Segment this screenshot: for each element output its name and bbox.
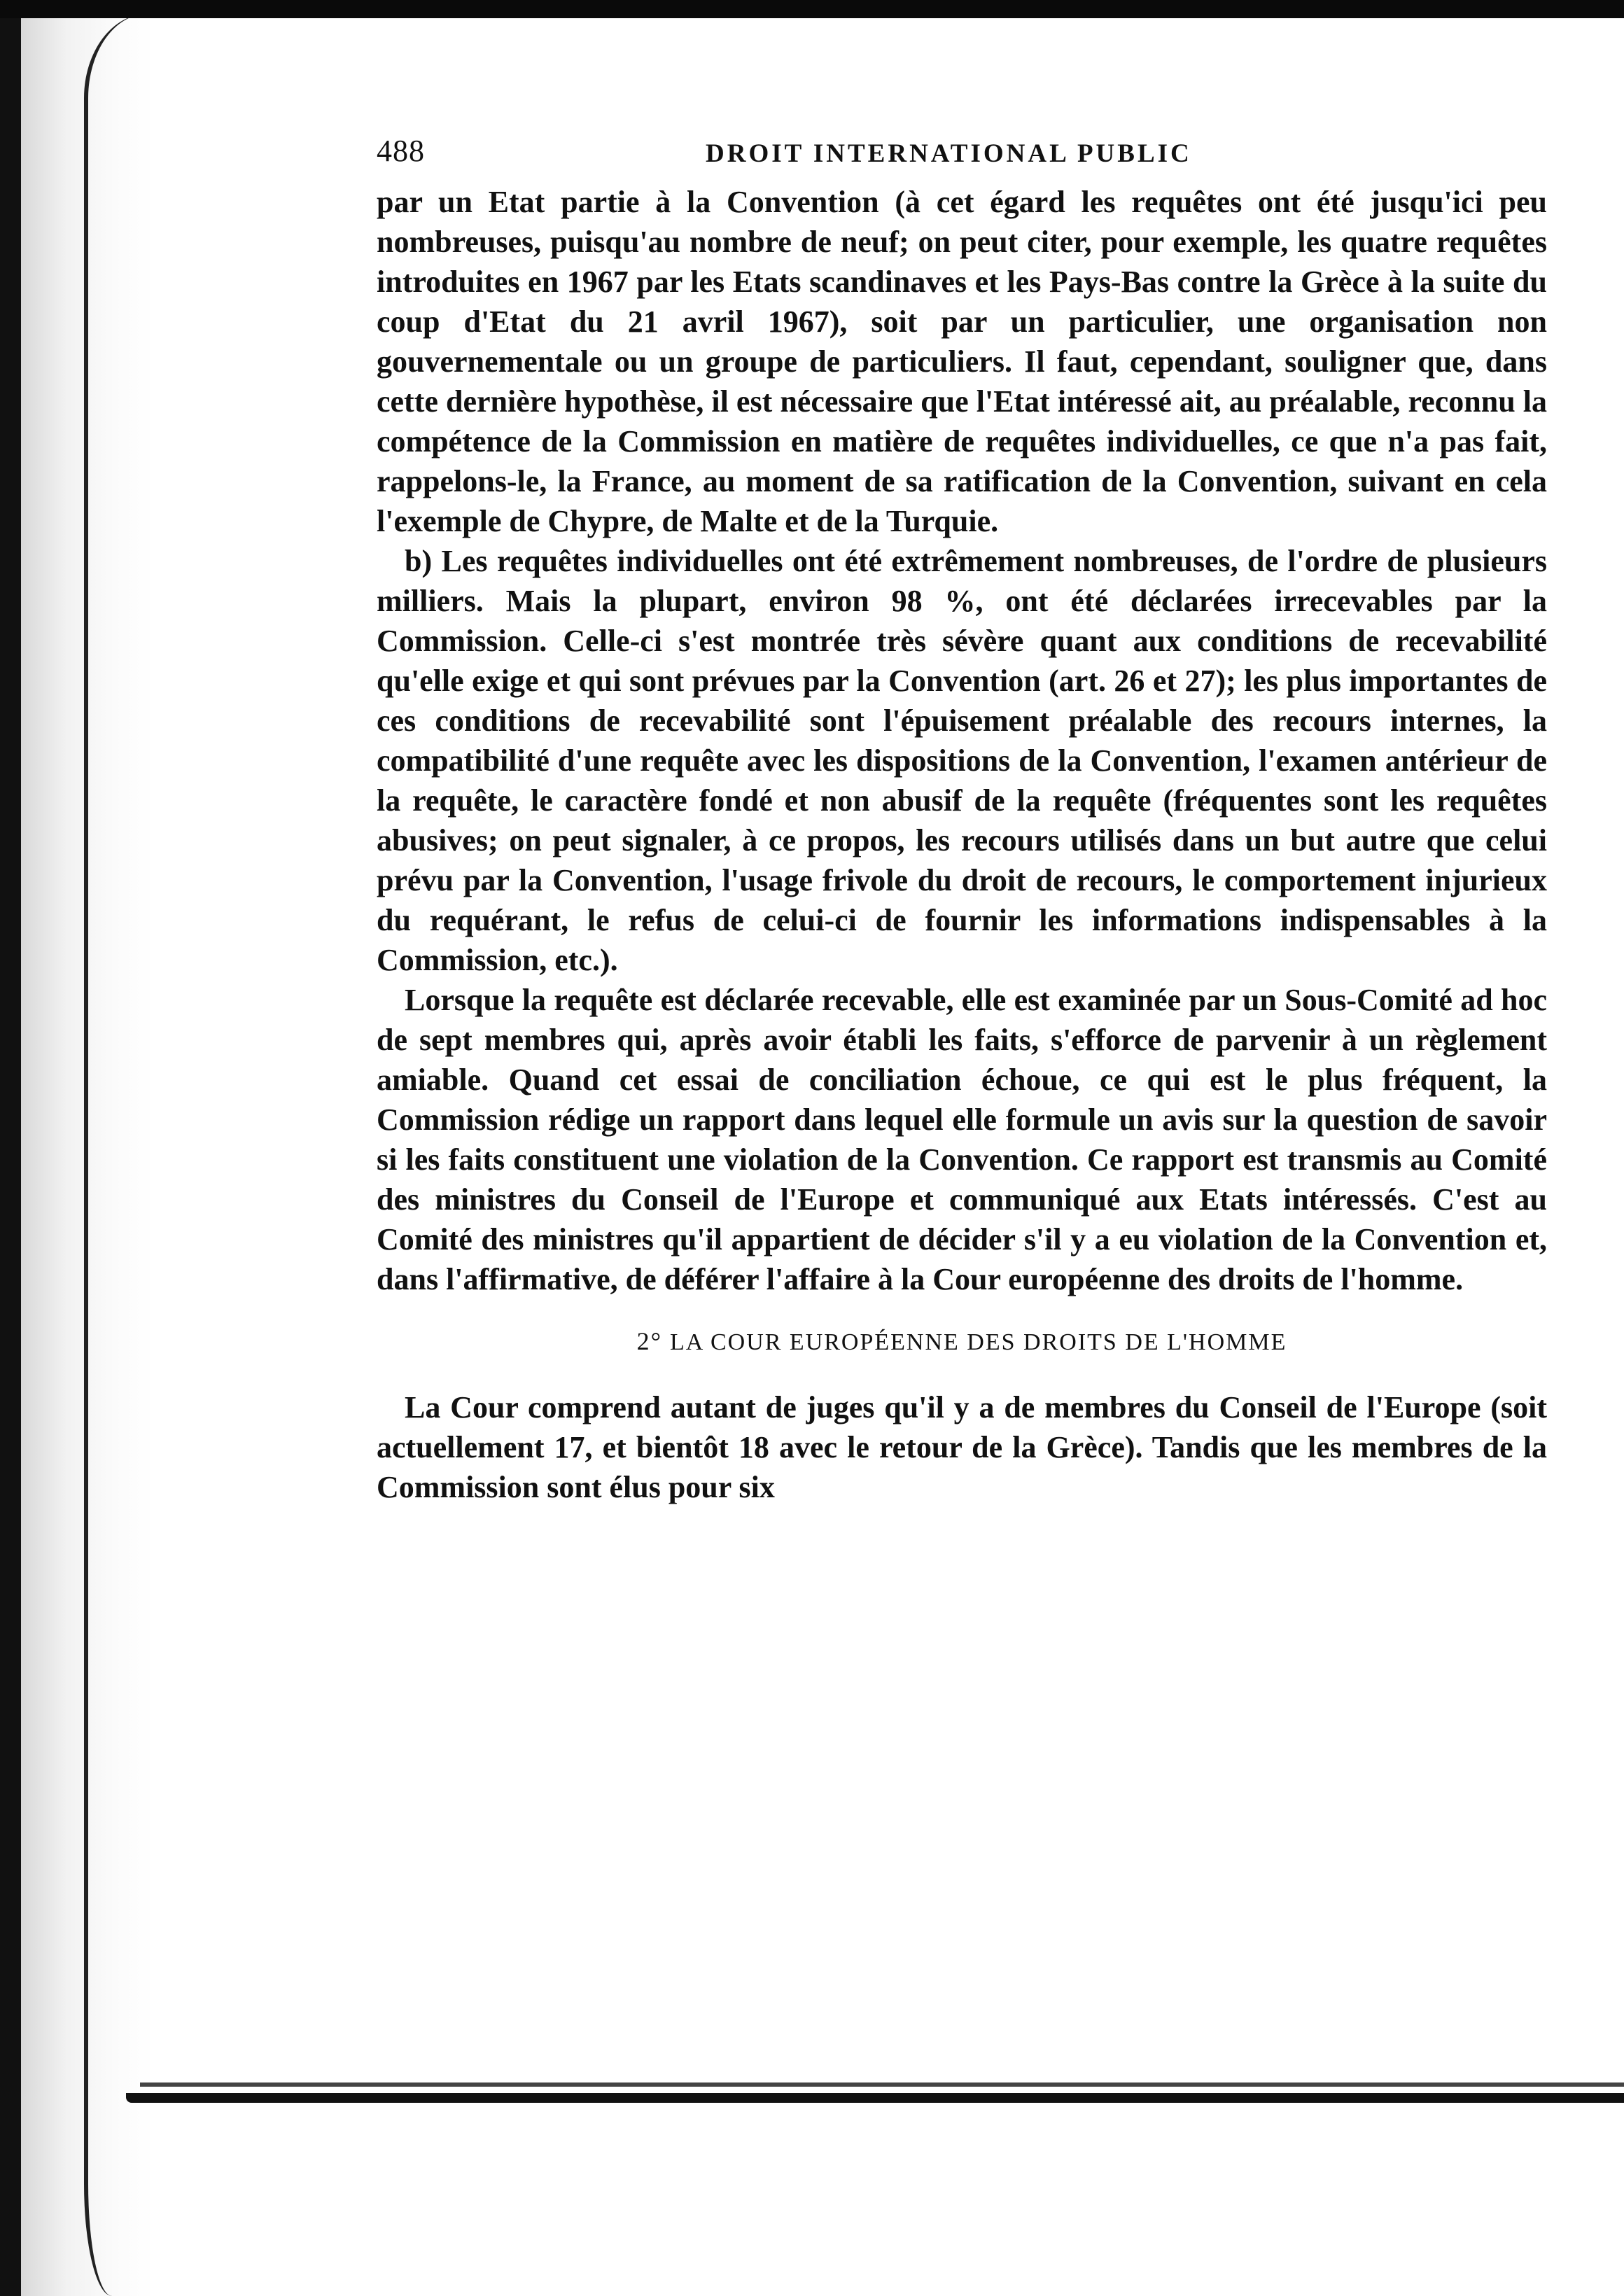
scan-binding-curve xyxy=(84,14,357,2296)
scan-bottom-edge xyxy=(126,2093,1624,2103)
paragraph-4: La Cour comprend autant de juges qu'il y a de membres du Conseil de l'Europe (soit actuellement 17, et bientôt 18 avec le retour de la Grèce). Tandis que les membres de la Commission sont élus pour six xyxy=(377,1390,1547,1504)
paragraph-1: par un Etat partie à la Convention (à cet égard les requêtes ont été jusqu'ici peu nombreuses, puisqu'au nombre de neuf; on peut citer, pour exemple, les quatre requêtes introduites en 1967 par les Etats scandinaves et les Pays-Bas contre la Grèce à la suite du coup d'Etat du 21 avril 1967), soit par un particulier, une organisation non gouvernementale ou un groupe de particuliers. Il faut, cependant, souligner que, dans cette dernière hypothèse, il est nécessaire que l'Etat intéressé ait, au préalable, reconnu la compétence de la Commission en matière de requêtes individuelles, ce que n'a pas fait, rappelons-le, la France, au moment de sa ratification de la Convention, suivant en cela l'exemple de Chypre, de Malte et de la Turquie. xyxy=(377,185,1547,538)
section-number: 2° xyxy=(636,1327,663,1355)
running-title: DROIT INTERNATIONAL PUBLIC xyxy=(706,139,1192,168)
paragraph-2: b) Les requêtes individuelles ont été extrêmement nombreuses, de l'ordre de plusieurs milliers. Mais la plupart, environ 98 %, ont été déclarées irrecevables par la Commission. Celle-ci s'est montrée très sévère quant aux conditions de recevabilité qu'elle exige et qui sont prévues par la Convention (art. 26 et 27); les plus importantes de ces conditions de recevabilité sont l'épuisement préalable des recours internes, la compatibilité d'une requête avec les dispositions de la Convention, l'examen antérieur de la requête, le caractère fondé et non abusif de la requête (fréquentes sont les requêtes abusives; on peut signaler, à ce propos, les recours utilisés dans un but autre que celui prévu par la Convention, l'usage frivole du droit de recours, le comportement injurieux du requérant, le refus de celui-ci de fournir les informations indispensables à la Commission, etc.). xyxy=(377,544,1547,977)
scan-left-edge xyxy=(0,0,21,2296)
scan-bottom-edge-thin xyxy=(140,2082,1624,2087)
running-head xyxy=(377,119,1547,182)
book-page xyxy=(377,119,1547,1507)
section-title: LA COUR EUROPÉENNE DES DROITS DE L'HOMME xyxy=(670,1329,1287,1355)
section-heading xyxy=(377,1322,1547,1362)
scan-top-edge xyxy=(0,0,1624,18)
page-number: 488 xyxy=(377,134,425,168)
paragraph-3: Lorsque la requête est déclarée recevable, elle est examinée par un Sous-Comité ad hoc de sept membres qui, après avoir établi les faits, s'efforce de parvenir à un règlement amiable. Quand cet essai de conciliation échoue, ce qui est le plus fréquent, la Commission rédige un rapport dans lequel elle formule un avis sur la question de savoir si les faits constituent une violation de la Convention. Ce rapport est transmis au Comité des ministres du Conseil de l'Europe et communiqué aux Etats intéressés. C'est au Comité des ministres qu'il appartient de décider s'il y a eu violation de la Convention et, dans l'affirmative, de déférer l'affaire à la Cour européenne des droits de l'homme. xyxy=(377,983,1547,1296)
